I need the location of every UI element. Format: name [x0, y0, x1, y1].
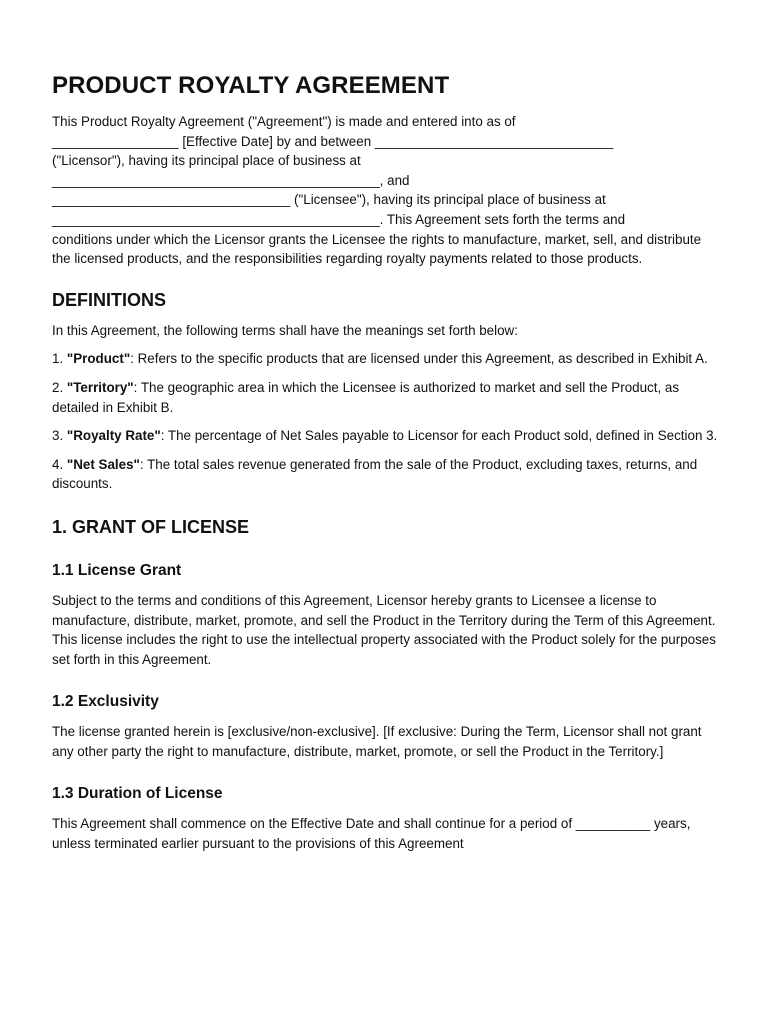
definition-item	[52, 426, 722, 446]
definition-item	[52, 349, 722, 369]
definition-text: : Refers to the specific products that are licensed under this Agreement, as described in Exhibit A.	[130, 351, 708, 367]
exclusivity-text: The license granted herein is [exclusive/non-exclusive]. [If exclusive: During the Term, Licensor shall not grant any other party the right to manufacture, distribute, market, promote, or sell the Product in the Territory.]	[52, 724, 702, 759]
definition-term: "Net Sales"	[66, 456, 140, 472]
license-grant-heading: 1.1 License Grant	[52, 561, 182, 579]
intro-line-1: This Product Royalty Agreement ("Agreement") is made and entered into as of	[52, 114, 516, 129]
definition-number: 1.	[52, 351, 67, 367]
definition-text: : The geographic area in which the Licensee is authorized to market and sell the Product, as detailed in Exhibit B.	[52, 379, 680, 415]
intro-line-4: ____________________________________________, and	[52, 172, 410, 188]
intro-line-5: ________________________________ ("Licensee"), having its principal place of business at	[52, 192, 606, 208]
definition-term: "Royalty Rate"	[66, 428, 161, 444]
definition-term: "Product"	[66, 351, 131, 367]
grant-of-license-heading: 1. GRANT OF LICENSE	[52, 516, 250, 537]
definition-number: 4.	[52, 456, 67, 472]
document-title: PRODUCT ROYALTY AGREEMENT	[52, 72, 450, 99]
intro-line-3: ("Licensor"), having its principal place of business at	[52, 153, 361, 169]
license-grant-text: Subject to the terms and conditions of this Agreement, Licensor hereby grants to Licensee a license to manufacture, distribute, market, promote, and sell the Product in the Territory during the Term of this Agreement. This license includes the right to use the intellectual property associated with the Product solely for the purposes set forth in this Agreement.	[52, 592, 716, 667]
definition-item	[52, 378, 722, 417]
definition-term: "Territory"	[66, 379, 134, 395]
definitions-heading: DEFINITIONS	[52, 289, 167, 310]
intro-line-2: _________________ [Effective Date] by and between ________________________________	[52, 133, 614, 149]
definition-number: 2.	[52, 379, 67, 395]
definition-text: : The total sales revenue generated from the sale of the Product, excluding taxes, returns, and discounts.	[52, 456, 698, 492]
intro-line-6: ____________________________________________. This Agreement sets forth the terms and	[52, 211, 626, 227]
intro-paragraph	[52, 112, 722, 269]
intro-rest: conditions under which the Licensor grants the Licensee the rights to manufacture, market, sell, and distribute the licensed products, and the responsibilities regarding royalty payments related to those products.	[52, 231, 702, 267]
exclusivity-heading: 1.2 Exclusivity	[52, 693, 159, 711]
duration-text: This Agreement shall commence on the Effective Date and shall continue for a period of __________ years, unless terminated earlier pursuant to the provisions of this Agreement	[52, 816, 691, 852]
duration-heading: 1.3 Duration of License	[52, 785, 223, 803]
definition-text: : The percentage of Net Sales payable to Licensor for each Product sold, defined in Section 3.	[160, 428, 718, 444]
definition-number: 3.	[52, 428, 67, 444]
definitions-intro: In this Agreement, the following terms shall have the meanings set forth below:	[52, 322, 518, 338]
document-content	[52, 70, 722, 854]
definition-item	[52, 455, 722, 494]
